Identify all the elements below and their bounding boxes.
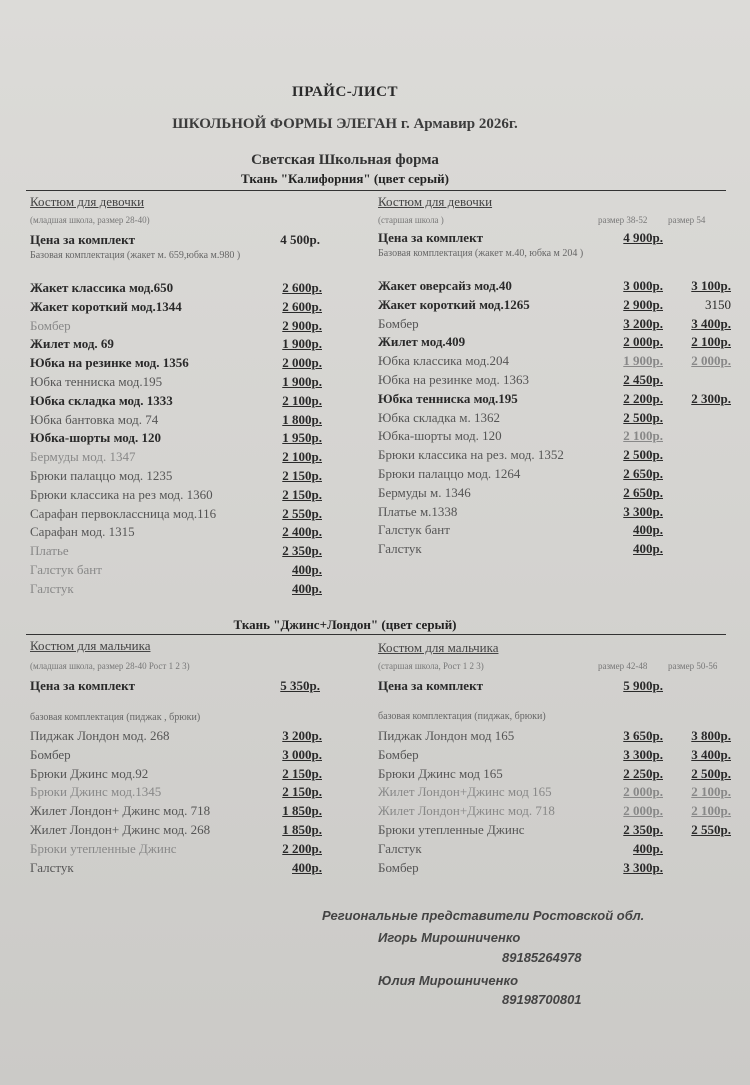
item-name: Бомбер [378,315,419,331]
item-name: Брюки утепленные Джинс [378,822,525,837]
item-price: 2 900р. [623,296,663,312]
price-row [30,822,330,841]
doc-title: ПРАЙС-ЛИСТ [292,84,398,100]
price-row [378,353,738,372]
item-price-large-size: 2 100р. [691,334,731,350]
item-name: Брюки утепленные Джинс [30,840,177,856]
price-row [378,466,738,485]
price-row [30,728,330,747]
price-row [30,393,330,412]
price-row [378,485,738,504]
item-price-large-size: 3 800р. [691,728,731,743]
item-name: Юбка классика мод.204 [378,353,510,369]
item-name: Жакет короткий мод.1344 [30,298,182,314]
price-row [378,803,738,822]
price-row [30,299,330,318]
item-price: 2 450р. [623,372,663,387]
girls-right-base: Базовая комплектация (жакет м.40, юбка м 204 ) [378,248,584,259]
contact-name-1: Игорь Мирошниченко [378,930,521,945]
item-name: Брюки классика на рез мод. 1360 [30,486,213,502]
price-row [378,822,738,841]
item-name: Юбка-шорты мод. 120 [378,428,502,444]
item-name: Бермуды мод. 1347 [30,449,136,465]
price-row [378,522,738,541]
item-price: 2 200р. [623,390,663,406]
price-row [30,355,330,374]
price-row [378,410,738,429]
item-price: 2 200р. [282,840,322,856]
price-row [378,372,738,391]
item-price: 2 150р. [282,784,322,800]
item-price: 3 300р. [623,746,663,762]
price-row [378,391,738,410]
price-row [378,541,738,560]
item-price: 400р. [292,859,322,875]
boys-right-size2: размер 50-56 [668,661,718,671]
boys-left-note: (младшая школа, размер 28-40 Рост 1 2 3) [30,661,190,671]
contact-phone-2: 89198700801 [502,992,582,1007]
item-price-large-size: 3 400р. [691,746,731,762]
price-row [30,506,330,525]
boys-left-set [30,678,320,697]
item-price: 3 000р. [282,746,322,762]
girls-right-size2: размер 54 [668,215,706,225]
item-name: Жакет классика мод.650 [30,280,174,295]
price-row [378,504,738,523]
set-price: 5 350р. [280,678,320,693]
item-price: 3 200р. [623,315,663,331]
boys-right-set [378,678,663,697]
set-label: Цена за комплект [30,232,135,247]
item-name: Юбка на резинке мод. 1356 [30,355,189,371]
item-price-large-size: 2 100р. [691,784,731,800]
item-price: 1 850р. [282,822,322,837]
item-price: 2 150р. [282,468,322,483]
set-label: Цена за комплект [378,230,483,245]
item-price: 400р. [633,840,663,856]
item-name: Бомбер [378,746,419,762]
price-row [30,543,330,562]
price-row [378,428,738,447]
price-row [30,581,330,600]
girls-left-note: (младшая школа, размер 28-40) [30,215,150,225]
item-name: Брюки Джинс мод 165 [378,765,503,781]
price-row [378,316,738,335]
item-name: Юбка бантовка мод. 74 [30,411,159,427]
item-name: Брюки Джинс мод.92 [30,765,149,781]
item-price: 2 150р. [282,486,322,502]
item-name: Пиджак Лондон мод. 268 [30,728,170,743]
item-price: 1 900р. [282,336,322,352]
set-price: 5 900р. [623,678,663,693]
item-name: Сарафан первоклассница мод.116 [30,505,217,521]
item-price: 1 900р. [282,374,322,389]
set-price: 4 500р. [280,232,320,247]
item-name: Жилет Лондон+Джинс мод 165 [378,784,552,800]
item-price-large-size: 3 400р. [691,315,731,331]
item-price: 3 300р. [623,859,663,875]
item-price: 2 000р. [623,784,663,800]
girls-right-note: (старшая школа ) [378,215,444,225]
contact-phone-1: 89185264978 [502,950,582,965]
contact-name-2: Юлия Мирошниченко [378,973,519,988]
price-row [30,860,330,879]
price-row [378,841,738,860]
item-price-large-size: 2 550р. [691,822,731,837]
item-price: 1 800р. [282,411,322,427]
boys-left-heading: Костюм для мальчика [30,638,151,653]
price-row [378,784,738,803]
price-row [30,803,330,822]
contacts-heading: Региональные представители Ростовской обл. [322,908,645,923]
price-row [30,524,330,543]
item-price: 2 600р. [282,280,322,295]
item-name: Бермуды м. 1346 [378,484,471,500]
price-row [378,728,738,747]
item-price: 400р. [633,522,663,538]
item-name: Юбка тенниска мод.195 [30,374,163,389]
item-price-large-size: 2 300р. [691,390,731,406]
item-name: Платье [30,543,69,559]
price-row [30,487,330,506]
item-price: 2 900р. [282,317,322,333]
set-label: Цена за комплект [378,678,483,693]
girls-left-base: Базовая комплектация (жакет м. 659,юбка м.980 ) [30,250,241,261]
boys-right-note: (старшая школа, Рост 1 2 3) [378,661,484,671]
price-row [30,562,330,581]
fabric-title-1: Ткань "Калифорния" (цвет серый) [241,171,449,186]
item-price: 3 650р. [623,728,663,743]
item-name: Жилет мод. 69 [30,336,114,352]
boys-left-base: базовая комплектация (пиджак , брюки) [30,712,201,723]
boys-right-size1: размер 42-48 [598,661,648,671]
price-row [378,747,738,766]
item-name: Юбка тенниска мод.195 [378,390,518,406]
item-price: 400р. [633,541,663,557]
item-price: 2 550р. [282,505,322,521]
item-price-large-size: 3150 [705,296,731,312]
boys-right-base: базовая комплектация (пиджак, брюки) [378,711,546,722]
item-name: Сарафан мод. 1315 [30,524,135,540]
girls-right-size1: размер 38-52 [598,215,648,225]
item-price: 2 500р. [623,409,663,425]
item-price: 400р. [292,580,322,596]
item-price: 2 000р. [623,334,663,350]
item-price-large-size: 2 000р. [691,353,731,369]
item-name: Бомбер [30,317,71,333]
price-row [30,449,330,468]
item-price: 3 300р. [623,503,663,519]
girls-left-heading: Костюм для девочки [30,194,145,209]
item-price: 1 850р. [282,803,322,819]
item-price: 2 000р. [282,355,322,371]
price-row [30,766,330,785]
item-name: Юбка складка м. 1362 [378,409,500,425]
item-price: 2 650р. [623,484,663,500]
price-row [30,412,330,431]
item-name: Галстук [30,859,74,875]
price-row [378,278,738,297]
divider [26,634,726,635]
divider [26,190,726,191]
item-name: Галстук бант [378,522,450,538]
price-row [378,447,738,466]
price-row [378,334,738,353]
price-row [30,468,330,487]
item-name: Галстук бант [30,562,102,577]
item-name: Жакет короткий мод.1265 [378,296,530,312]
item-name: Брюки палаццо мод. 1264 [378,466,521,481]
item-name: Платье м.1338 [378,503,458,519]
item-name: Галстук [378,541,422,557]
item-name: Жилет Лондон+ Джинс мод. 718 [30,803,211,819]
price-row [378,860,738,879]
item-name: Брюки Джинс мод.1345 [30,784,162,800]
item-name: Юбка-шорты мод. 120 [30,430,161,446]
item-price: 2 100р. [282,449,322,465]
item-price: 2 100р. [282,392,322,408]
price-row [30,430,330,449]
price-row [30,841,330,860]
item-name: Жилет Лондон+Джинс мод. 718 [378,803,555,819]
girls-left-set [30,232,320,251]
doc-subtitle: ШКОЛЬНОЙ ФОРМЫ ЭЛЕГАН г. Армавир 2026г. [172,116,518,132]
item-name: Жакет оверсайз мод.40 [378,278,512,293]
item-price: 2 250р. [623,765,663,781]
item-name: Бомбер [30,746,71,762]
set-label: Цена за комплект [30,678,135,693]
price-row [30,280,330,299]
item-name: Галстук [378,840,422,856]
item-price: 2 650р. [623,466,663,481]
item-name: Галстук [30,580,74,596]
item-name: Жилет мод.409 [378,334,466,350]
item-price: 2 350р. [282,543,322,559]
price-row [30,784,330,803]
price-row [30,747,330,766]
item-price: 2 150р. [282,765,322,781]
girls-right-set [378,230,663,249]
item-price-large-size: 2 100р. [691,803,731,819]
item-name: Юбка на резинке мод. 1363 [378,372,530,387]
price-row [378,297,738,316]
item-price: 2 000р. [623,803,663,819]
price-row [30,336,330,355]
price-row [30,374,330,393]
item-name: Пиджак Лондон мод 165 [378,728,515,743]
item-price: 3 000р. [623,278,663,293]
item-price: 1 950р. [282,430,322,446]
fabric-title-2: Ткань "Джинс+Лондон" (цвет серый) [233,617,457,632]
item-name: Бомбер [378,859,419,875]
item-price: 3 200р. [282,728,322,743]
girls-right-heading: Костюм для девочки [378,194,493,209]
section-title: Светская Школьная форма [251,152,439,168]
item-price: 2 600р. [282,298,322,314]
price-row [378,766,738,785]
item-price-large-size: 3 100р. [691,278,731,293]
item-price: 2 500р. [623,447,663,463]
item-name: Брюки палаццо мод. 1235 [30,468,173,483]
price-row [30,318,330,337]
item-price: 2 100р. [623,428,663,444]
item-price: 1 900р. [623,353,663,369]
item-price: 2 400р. [282,524,322,540]
boys-right-heading: Костюм для мальчика [378,640,499,655]
item-price-large-size: 2 500р. [691,765,731,781]
item-price: 2 350р. [623,822,663,837]
item-name: Брюки классика на рез. мод. 1352 [378,447,564,463]
set-price: 4 900р. [623,230,663,245]
item-name: Юбка складка мод. 1333 [30,392,173,408]
item-price: 400р. [292,562,322,577]
item-name: Жилет Лондон+ Джинс мод. 268 [30,822,211,837]
